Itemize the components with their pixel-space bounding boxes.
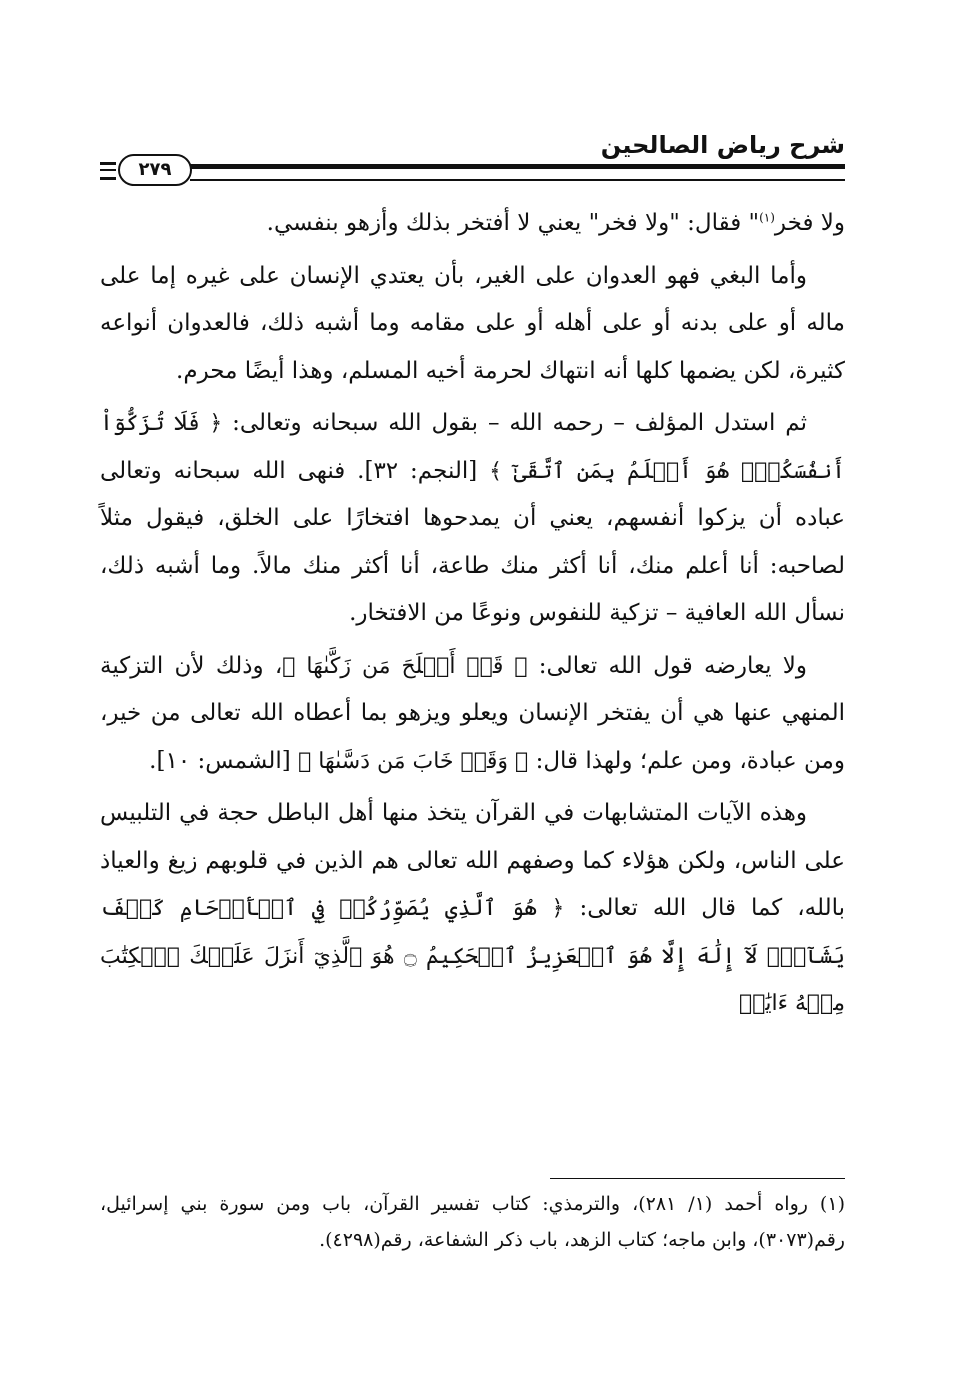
- quran-verse: ﴿ وَقَدۡ خَابَ مَن دَسَّىٰهَا ﴾: [298, 748, 529, 774]
- paragraph: [100, 200, 845, 248]
- text-segment: [النجم: ٣٢]. فنهى الله سبحانه وتعالى عباده أن يزكوا أنفسهم، يعني أن يمدحوها افتخارًا على الخلق، فيقول مثلاً لصاحبه: أنا أعلم منك، أنا أكثر منك طاعة، أنا أكثر منك مالاً. وما أشبه ذلك، نسأل الله العافية – تزكية للنفوس ونوعًا من الافتخار.: [100, 457, 845, 626]
- paragraph: [100, 253, 845, 396]
- paragraph: [100, 790, 845, 1028]
- paragraph: [100, 643, 845, 786]
- body-text: [100, 200, 845, 1033]
- text-segment: ولا فخر: [774, 210, 845, 236]
- running-header: [100, 128, 845, 188]
- quran-verse: ﴿ قَدۡ أَفۡلَحَ مَن زَكَّىٰهَا ﴾: [282, 653, 528, 679]
- footnote: (١) رواه أحمد (١/ ٢٨١)، والترمذي: كتاب تفسير القرآن، باب ومن سورة بني إسرائيل، رقم(٣٠٧٣)، وابن ماجه؛ كتاب الزهد، باب ذكر الشفاعة، رقم(٤٢٩٨).: [100, 1193, 845, 1251]
- quran-verse: ﴿ هُوَ ٱلَّذِي يُصَوِّرُكُمۡ فِي ٱلۡأَرۡحَامِ كَيۡفَ يَشَآءُۚ لَآ إِلَٰهَ إِلَّا هُوَ ٱلۡعَزِيزُ ٱلۡحَكِيمُ ۝ هُوَ ٱلَّذِيٓ أَنزَلَ عَلَيۡكَ ٱلۡكِتَٰبَ مِنۡهُ ءَايَٰتٞ: [100, 896, 845, 1016]
- paragraph: [100, 400, 845, 638]
- text-segment: ولا يعارضه قول الله تعالى:: [527, 652, 807, 679]
- page-number: ٢٧٩: [118, 154, 192, 186]
- text-segment: [الشمس: ١٠].: [149, 747, 299, 774]
- text-segment: وهذه الآيات المتشابهات في القرآن يتخذ منها أهل الباطل حجة في التلبيس على الناس، ولكن هؤلاء كما وصفهم الله تعالى هم الذين في قلوبهم زيغ والعياذ بالله، كما قال الله تعالى:: [100, 800, 846, 921]
- quran-verse: ﴿ فَلَا تُزَكُّوٓاْ أَنفُسَكُمۡۖ هُوَ أَعۡلَمُ بِمَنِ ٱتَّقَىٰٓ ﴾: [100, 411, 846, 484]
- text-segment: وأما البغي فهو العدوان على الغير، بأن يعتدي الإنسان على غيره إما على ماله أو على بدنه أو على أهله أو على مقامه وما أشبه ذلك، فالعدوان أنواعه كثيرة، لكن يضمها كلها أنه انتهاك لحرمة أخيه المسلم، وهذا أيضًا محرم.: [100, 262, 845, 384]
- footnotes: [100, 1186, 845, 1258]
- text-segment: " فقال: "ولا فخر" يعني لا أفتخر بذلك وأزهو بنفسي.: [266, 210, 760, 236]
- footnote-separator: [550, 1178, 845, 1179]
- header-end-ornament: [100, 162, 116, 180]
- text-segment: ، وذلك لأن التزكية المنهي عنها هي أن يفتخر الإنسان ويعلو ويزهو بما أعطاه الله تعالى من خير، ومن عبادة، ومن علم؛ ولهذا قال:: [100, 652, 845, 774]
- footnote-reference: (١): [759, 210, 775, 225]
- text-segment: ثم استدل المؤلف – رحمه الله – بقول الله سبحانه وتعالى:: [222, 410, 807, 436]
- book-title: شرح رياض الصالحين: [600, 131, 845, 159]
- header-rule: [190, 164, 845, 181]
